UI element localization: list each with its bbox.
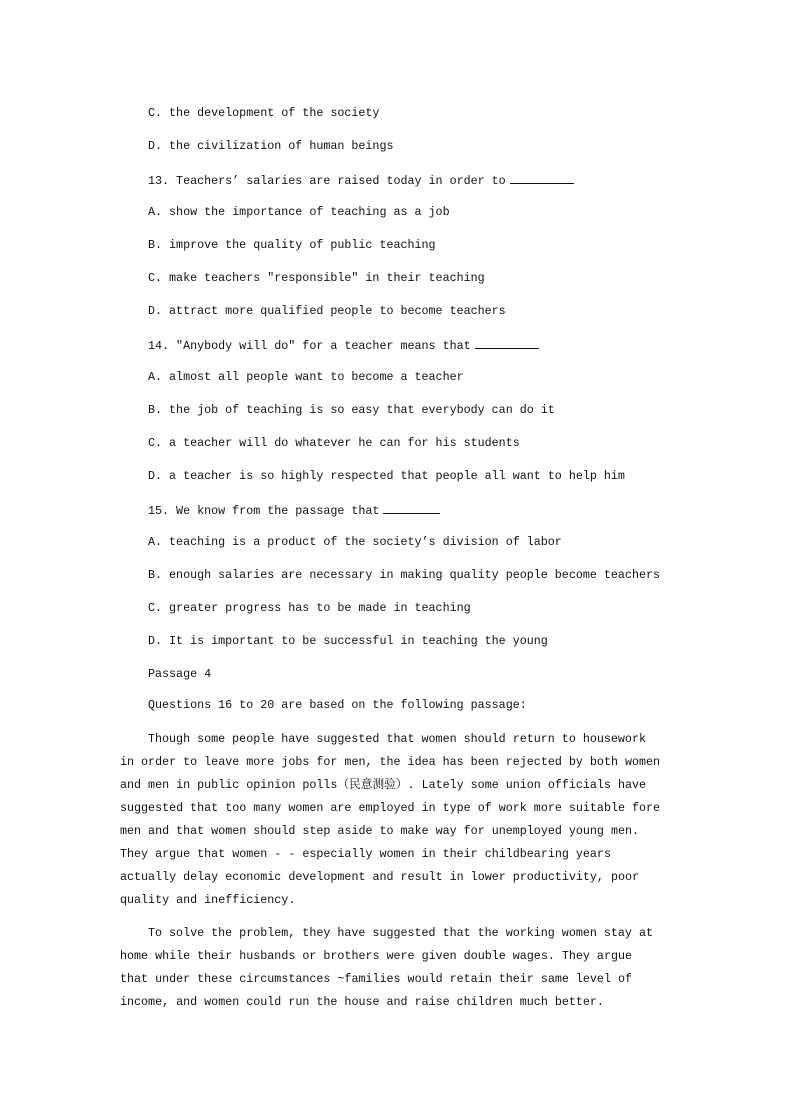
answer-option-text: A. teaching is a product of the society’s division of labor xyxy=(148,535,562,549)
answer-blank xyxy=(475,337,539,349)
question-stem-text: 15. We know from the passage that xyxy=(148,504,380,518)
answer-option xyxy=(148,238,436,252)
answer-option-text: C. make teachers ″responsible″ in their teaching xyxy=(148,271,485,285)
answer-option-text: D. It is important to be successful in teaching the young xyxy=(148,634,548,648)
answer-option-text: B. enough salaries are necessary in making quality people become teachers xyxy=(148,568,660,582)
answer-option xyxy=(148,271,485,285)
paragraph-line: To solve the problem, they have suggested that the working women stay at xyxy=(148,926,653,940)
question-stem xyxy=(148,337,539,353)
answer-option xyxy=(148,205,450,219)
answer-blank xyxy=(383,502,440,514)
passage-instruction xyxy=(148,698,527,712)
answer-option-text: C. a teacher will do whatever he can for his students xyxy=(148,436,520,450)
answer-option xyxy=(148,403,555,417)
answer-option-text: A. almost all people want to become a teacher xyxy=(148,370,464,384)
paragraph-line: that under these circumstances ~families would retain their same level of xyxy=(120,972,632,986)
answer-option xyxy=(148,106,379,120)
question-stem-text: 14. ″Anybody will do″ for a teacher means that xyxy=(148,339,471,353)
paragraph-line: and men in public opinion polls（民意测验）. Lately some union officials have xyxy=(120,778,647,792)
answer-option xyxy=(148,370,464,384)
paragraph-line: home while their husbands or brothers were given double wages. They argue xyxy=(120,949,632,963)
answer-option xyxy=(148,535,562,549)
paragraph-line: income, and women could run the house and raise children much better. xyxy=(120,995,604,1009)
answer-option-text: B. improve the quality of public teaching xyxy=(148,238,436,252)
answer-option xyxy=(148,469,625,483)
passage-instruction-text: Questions 16 to 20 are based on the following passage: xyxy=(148,698,527,712)
answer-option-text: D. a teacher is so highly respected that people all want to help him xyxy=(148,469,625,483)
question-stem xyxy=(148,172,574,188)
answer-option-text: D. the civilization of human beings xyxy=(148,139,394,153)
paragraph-line: Though some people have suggested that women should return to housework xyxy=(148,732,646,746)
paragraph-line: suggested that too many women are employed in type of work more suitable fore xyxy=(120,801,661,815)
passage-paragraph xyxy=(120,922,665,1014)
paragraph-line: in order to leave more jobs for men, the idea has been rejected by both women xyxy=(120,755,661,769)
question-stem-text: 13. Teachers’ salaries are raised today in order to xyxy=(148,174,506,188)
answer-option-text: B. the job of teaching is so easy that everybody can do it xyxy=(148,403,555,417)
answer-option xyxy=(148,634,548,648)
answer-blank xyxy=(510,172,574,184)
answer-option-text: D. attract more qualified people to become teachers xyxy=(148,304,506,318)
answer-option-text: A. show the importance of teaching as a job xyxy=(148,205,450,219)
answer-option xyxy=(148,139,393,153)
answer-option xyxy=(148,568,660,582)
passage-heading xyxy=(148,667,211,681)
paragraph-line: They argue that women - - especially women in their childbearing years xyxy=(120,847,611,861)
passage-paragraph xyxy=(120,728,665,912)
paragraph-line: men and that women should step aside to make way for unemployed young men. xyxy=(120,824,640,838)
paragraph-line: quality and inefficiency. xyxy=(120,893,296,907)
answer-option-text: C. the development of the society xyxy=(148,106,380,120)
answer-option xyxy=(148,304,506,318)
answer-option-text: C. greater progress has to be made in teaching xyxy=(148,601,471,615)
paragraph-line: actually delay economic development and result in lower productivity, poor xyxy=(120,870,640,884)
question-stem xyxy=(148,502,440,518)
passage-heading-text: Passage 4 xyxy=(148,667,212,681)
answer-option xyxy=(148,436,520,450)
answer-option xyxy=(148,601,471,615)
